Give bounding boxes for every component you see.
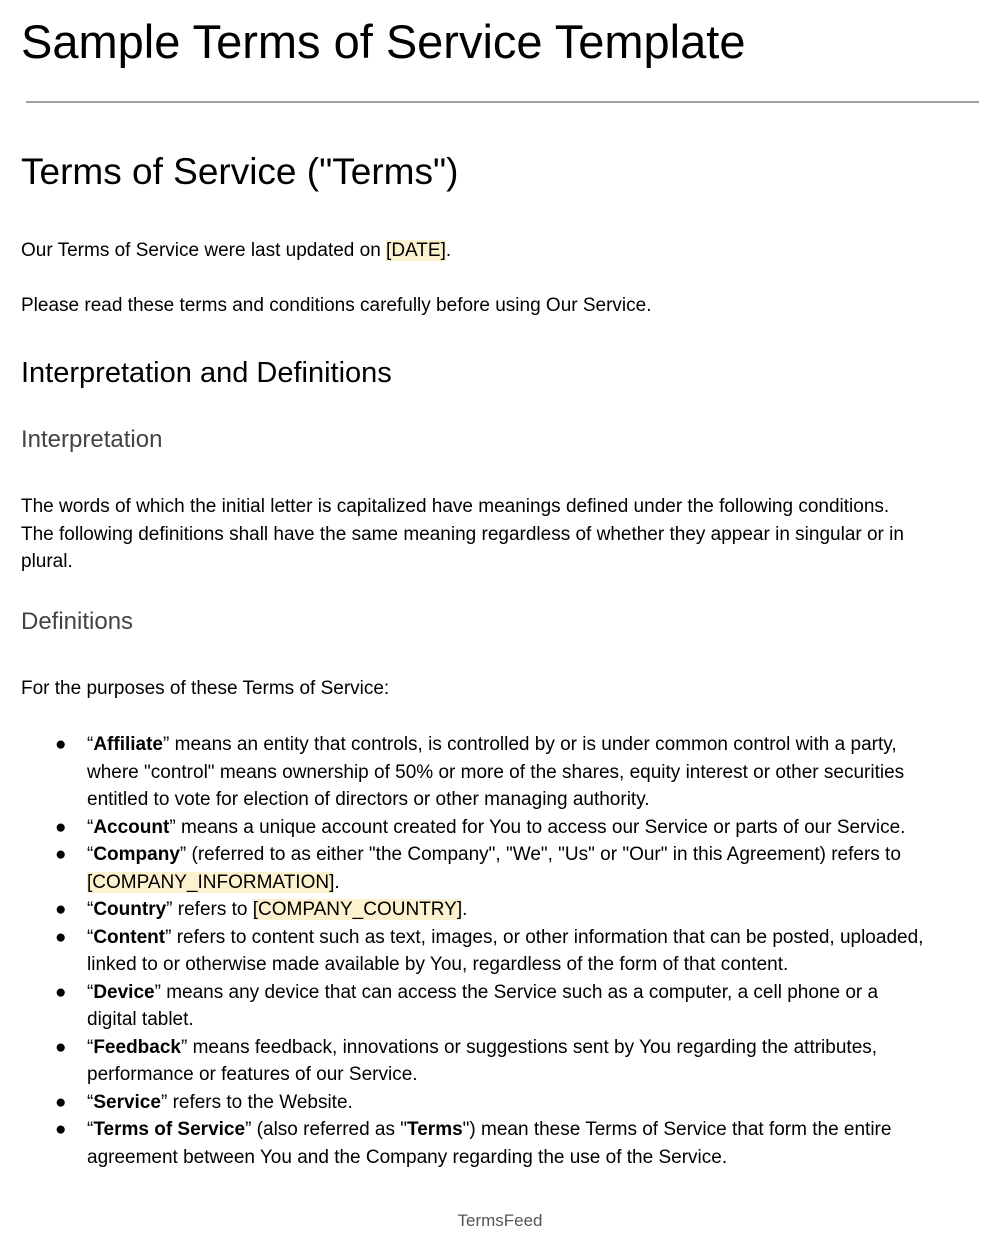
definition-term: Device [93,981,155,1003]
section-heading: Interpretation and Definitions [21,357,392,389]
paragraph-line: plural. [21,551,73,572]
definition-item-terms-of-service [0,1116,1000,1171]
definition-line: “Affiliate” means an entity that controls, is controlled by or is under common control with a party, [87,734,897,755]
definition-line: “Service” refers to the Website. [87,1091,353,1113]
definition-item-country [0,896,1000,924]
document-heading: Terms of Service ("Terms") [21,151,459,192]
company-information-placeholder: [COMPANY_INFORMATION] [87,871,335,893]
bullet-icon: ● [55,926,67,948]
definition-line: performance or features of our Service. [87,1064,418,1085]
date-placeholder: [DATE] [386,240,446,261]
bullet-icon: ● [55,734,67,755]
definitions-heading: Definitions [21,608,134,635]
interpretation-paragraph [21,493,904,576]
definition-item-device [0,979,1000,1034]
definition-line: digital tablet. [87,1009,194,1030]
paragraph-line: The words of which the initial letter is capitalized have meanings defined under the following conditions. [21,496,890,517]
definition-term: Affiliate [93,734,164,755]
definition-item-company [0,841,1000,896]
bullet-icon: ● [55,816,67,838]
definition-item-service [0,1089,1000,1117]
definition-item-account [0,814,1000,842]
definition-term: Content [93,926,166,948]
definition-term: Company [93,844,180,865]
definition-term: Service [93,1091,161,1113]
bullet-icon: ● [55,1091,67,1113]
bullet-icon: ● [55,1036,67,1058]
definition-line: “Country” refers to [COMPANY_COUNTRY]. [87,899,468,920]
definition-line: “Device” means any device that can access the Service such as a computer, a cell phone or a [87,981,879,1003]
company-country-placeholder: [COMPANY_COUNTRY] [252,899,463,920]
last-updated-line [21,237,451,265]
definition-term: Terms of Service [93,1119,246,1140]
definition-line: “Company” (referred to as either "the Company", "We", "Us" or "Our" in this Agreement) refers to [87,844,901,865]
definition-item-feedback [0,1034,1000,1089]
page-title: Sample Terms of Service Template [21,15,746,68]
last-updated-period: . [445,240,452,261]
definition-item-content [0,924,1000,979]
definitions-intro: For the purposes of these Terms of Service: [21,678,390,699]
definition-term: Account [93,816,170,838]
definition-line: linked to or otherwise made available by You, regardless of the form of that content. [87,954,789,975]
definition-line: agreement between You and the Company regarding the use of the Service. [87,1146,728,1168]
definition-term: Country [93,899,167,920]
bullet-icon: ● [55,981,67,1003]
intro-paragraph: Please read these terms and conditions carefully before using Our Service. [21,295,652,316]
definition-term-alias: Terms [407,1119,463,1140]
definition-term: Feedback [93,1036,181,1058]
definitions-list [0,731,1000,1171]
bullet-icon: ● [55,844,67,865]
interpretation-heading: Interpretation [21,426,163,453]
paragraph-line: The following definitions shall have the same meaning regardless of whether they appear in singular or in [21,523,904,545]
horizontal-divider [26,101,979,103]
last-updated-text: Our Terms of Service were last updated on [21,240,387,261]
bullet-icon: ● [55,899,67,920]
footer-brand: TermsFeed [457,1211,543,1230]
definition-line: where "control" means ownership of 50% or more of the shares, equity interest or other securities [87,761,905,783]
definition-line: “Feedback” means feedback, innovations or suggestions sent by You regarding the attributes, [87,1036,878,1058]
definition-line: entitled to vote for election of directors or other managing authority. [87,789,650,810]
definition-line: “Content” refers to content such as text, images, or other information that can be posted, uploaded, [87,926,924,948]
definition-item-affiliate [0,731,1000,814]
bullet-icon: ● [55,1119,67,1140]
definition-line: [COMPANY_INFORMATION]. [87,871,340,893]
definition-line: “Account” means a unique account created for You to access our Service or parts of our Service. [87,816,906,838]
definition-line: “Terms of Service” (also referred as "Terms") mean these Terms of Service that form the entire [87,1119,892,1140]
